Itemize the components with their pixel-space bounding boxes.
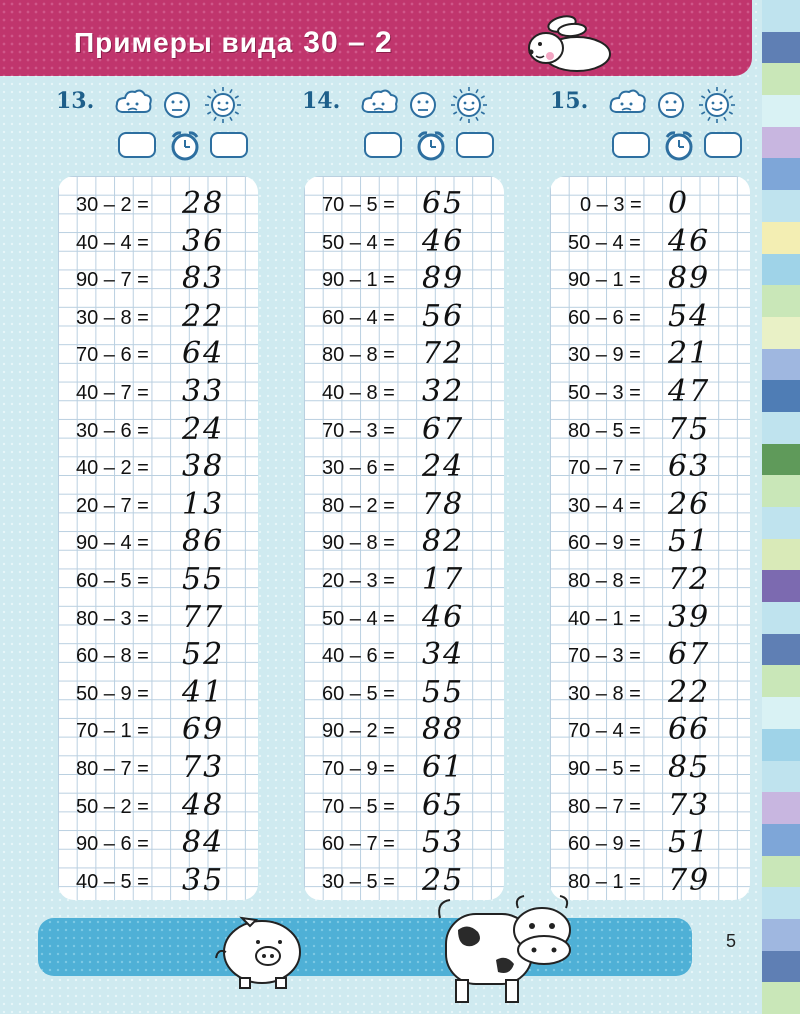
equation-text: 30 – 8 = <box>76 306 149 329</box>
equation-text: 80 – 1 = <box>568 870 641 893</box>
handwritten-answer[interactable]: 39 <box>668 599 711 635</box>
equation-row <box>58 486 258 527</box>
handwritten-answer[interactable]: 82 <box>422 524 465 560</box>
handwritten-answer[interactable]: 85 <box>668 750 711 785</box>
equation-row <box>550 263 750 301</box>
handwritten-answer[interactable]: 63 <box>668 449 711 485</box>
alarm-clock-icon <box>168 129 202 166</box>
stripe-segment <box>762 570 800 602</box>
equation-text: 60 – 9 = <box>568 833 641 856</box>
stripe-segment <box>762 602 800 634</box>
sun-icon <box>204 86 242 129</box>
equation-text: 60 – 5 = <box>76 570 149 592</box>
handwritten-answer[interactable]: 46 <box>422 599 465 635</box>
stripe-segment <box>762 32 800 64</box>
handwritten-answer[interactable]: 65 <box>422 186 465 221</box>
stripe-segment <box>762 380 800 412</box>
equation-text: 50 – 3 = <box>568 382 641 404</box>
equation-row <box>58 376 258 414</box>
equation-row <box>304 599 504 640</box>
handwritten-answer[interactable]: 88 <box>422 712 465 748</box>
equation-text: 40 – 2 = <box>76 457 149 480</box>
handwritten-answer[interactable]: 56 <box>422 298 465 334</box>
handwritten-answer[interactable]: 78 <box>422 486 465 522</box>
equation-row <box>58 639 258 677</box>
equation-row <box>550 411 750 452</box>
handwritten-answer[interactable]: 0 <box>668 186 690 221</box>
equation-text: 30 – 8 = <box>568 682 641 705</box>
equation-text: 90 – 5 = <box>568 758 641 780</box>
equation-row <box>304 526 504 564</box>
handwritten-answer[interactable]: 22 <box>668 674 711 710</box>
handwritten-answer[interactable]: 32 <box>422 374 465 409</box>
equation-row <box>58 787 258 828</box>
equation-text: 40 – 7 = <box>76 382 149 404</box>
equation-text: 90 – 2 = <box>322 720 395 743</box>
equation-row <box>550 752 750 790</box>
equation-text: 0 – 3 = <box>580 194 642 216</box>
stripe-segment <box>762 665 800 697</box>
stripe-segment <box>762 982 800 1014</box>
handwritten-answer[interactable]: 79 <box>668 862 711 898</box>
pig-icon <box>206 912 310 992</box>
handwritten-answer[interactable]: 34 <box>422 637 465 673</box>
handwritten-answer[interactable]: 73 <box>182 750 225 785</box>
exercise-grid-panel <box>58 176 258 900</box>
equation-text: 60 – 5 = <box>322 682 395 705</box>
handwritten-answer[interactable]: 67 <box>668 637 711 673</box>
handwritten-answer[interactable]: 35 <box>182 862 225 898</box>
equation-row <box>550 787 750 828</box>
stripe-segment <box>762 729 800 761</box>
equation-row <box>58 674 258 715</box>
equation-row <box>304 376 504 414</box>
equation-row <box>304 223 504 264</box>
end-time-box[interactable] <box>704 132 742 158</box>
equation-row <box>304 714 504 752</box>
stripe-segment <box>762 412 800 444</box>
stripe-segment <box>762 887 800 919</box>
stripe-segment <box>762 0 800 32</box>
handwritten-answer[interactable]: 24 <box>422 449 465 485</box>
stripe-segment <box>762 254 800 286</box>
equation-text: 40 – 6 = <box>322 645 395 668</box>
alarm-clock-icon <box>414 129 448 166</box>
equation-text: 70 – 1 = <box>76 720 149 743</box>
stripe-segment <box>762 349 800 381</box>
handwritten-answer[interactable]: 66 <box>668 712 711 748</box>
equation-text: 60 – 6 = <box>568 306 641 329</box>
cow-icon <box>436 890 586 1014</box>
equation-text: 50 – 4 = <box>568 231 641 254</box>
handwritten-answer[interactable]: 84 <box>182 825 225 861</box>
stripe-segment <box>762 856 800 888</box>
equation-row <box>304 674 504 715</box>
stripe-segment <box>762 507 800 539</box>
handwritten-answer[interactable]: 77 <box>182 599 225 635</box>
equation-row <box>58 827 258 865</box>
stripe-segment <box>762 951 800 983</box>
equation-text: 90 – 4 = <box>76 532 149 555</box>
handwritten-answer[interactable]: 47 <box>668 374 711 409</box>
equation-text: 20 – 3 = <box>322 570 395 592</box>
equation-row <box>550 298 750 339</box>
neutral-face-icon <box>408 90 438 125</box>
equation-row <box>550 674 750 715</box>
equation-row <box>304 411 504 452</box>
handwritten-answer[interactable]: 89 <box>422 261 465 297</box>
equation-row <box>304 298 504 339</box>
equation-text: 30 – 6 = <box>76 419 149 442</box>
handwritten-answer[interactable]: 24 <box>182 411 225 447</box>
equation-text: 30 – 6 = <box>322 457 395 480</box>
handwritten-answer[interactable]: 61 <box>422 750 465 785</box>
equation-text: 70 – 7 = <box>568 457 641 480</box>
equation-row <box>550 188 750 226</box>
equation-row <box>58 338 258 376</box>
handwritten-answer[interactable]: 46 <box>668 223 711 259</box>
equation-text: 60 – 4 = <box>322 306 395 329</box>
stripe-segment <box>762 824 800 856</box>
handwritten-answer[interactable]: 67 <box>422 411 465 447</box>
stripe-segment <box>762 285 800 317</box>
equation-row <box>58 714 258 752</box>
exercise-number: 14. <box>302 88 341 114</box>
bottom-decor-bar <box>38 918 692 976</box>
sun-icon <box>698 86 736 129</box>
equation-row <box>58 752 258 790</box>
equation-row <box>58 188 258 226</box>
exercise-header <box>550 86 800 166</box>
bunny-icon <box>522 12 618 76</box>
stripe-segment <box>762 475 800 507</box>
stripe-segment <box>762 634 800 666</box>
end-time-box[interactable] <box>456 132 494 158</box>
stripe-segment <box>762 792 800 824</box>
equation-text: 40 – 8 = <box>322 382 395 404</box>
handwritten-answer[interactable]: 54 <box>668 298 711 334</box>
equation-text: 30 – 5 = <box>322 870 395 893</box>
equation-row <box>550 714 750 752</box>
equation-text: 80 – 2 = <box>322 494 395 517</box>
equation-row <box>304 338 504 376</box>
equation-text: 30 – 2 = <box>76 194 149 216</box>
equation-row <box>58 599 258 640</box>
stripe-segment <box>762 190 800 222</box>
stripe-segment <box>762 222 800 254</box>
equation-text: 80 – 7 = <box>76 758 149 780</box>
equation-row <box>58 564 258 602</box>
equation-text: 50 – 4 = <box>322 607 395 630</box>
stripe-segment <box>762 697 800 729</box>
equation-text: 70 – 6 = <box>76 344 149 367</box>
equation-text: 50 – 9 = <box>76 682 149 705</box>
neutral-face-icon <box>162 90 192 125</box>
equation-text: 60 – 8 = <box>76 645 149 668</box>
handwritten-answer[interactable]: 55 <box>422 674 465 710</box>
handwritten-answer[interactable]: 26 <box>668 486 711 522</box>
alarm-clock-icon <box>662 129 696 166</box>
equation-row <box>304 263 504 301</box>
handwritten-answer[interactable]: 22 <box>182 298 225 334</box>
equation-text: 70 – 4 = <box>568 720 641 743</box>
equation-row <box>550 564 750 602</box>
page-title <box>74 26 393 60</box>
equation-text: 80 – 8 = <box>322 344 395 367</box>
exercise-header <box>302 86 552 166</box>
neutral-face-icon <box>656 90 686 125</box>
start-time-box[interactable] <box>612 132 650 158</box>
page-number: 5 <box>726 931 737 951</box>
equation-row <box>58 411 258 452</box>
equation-row <box>550 639 750 677</box>
equation-row <box>304 564 504 602</box>
equation-text: 80 – 8 = <box>568 570 641 592</box>
handwritten-answer[interactable]: 55 <box>182 562 225 597</box>
handwritten-answer[interactable]: 65 <box>422 787 465 823</box>
equation-text: 80 – 7 = <box>568 795 641 818</box>
handwritten-answer[interactable]: 83 <box>182 261 225 297</box>
equation-text: 20 – 7 = <box>76 494 149 517</box>
handwritten-answer[interactable]: 28 <box>182 186 225 221</box>
handwritten-answer[interactable]: 53 <box>422 825 465 861</box>
equation-row <box>550 599 750 640</box>
cloud-icon <box>114 88 152 123</box>
handwritten-answer[interactable]: 46 <box>422 223 465 259</box>
exercise-number: 13. <box>56 88 95 114</box>
stripe-segment <box>762 539 800 571</box>
equation-text: 60 – 9 = <box>568 532 641 555</box>
handwritten-answer[interactable]: 64 <box>182 336 225 372</box>
handwritten-answer[interactable]: 75 <box>668 411 711 447</box>
handwritten-answer[interactable]: 72 <box>422 336 465 372</box>
equation-text: 40 – 5 = <box>76 870 149 893</box>
stripe-segment <box>762 919 800 951</box>
title-expression: 30 – 2 <box>303 26 393 59</box>
equation-row <box>58 862 258 903</box>
equation-row <box>58 451 258 489</box>
equation-text: 90 – 1 = <box>568 269 641 292</box>
stripe-segment <box>762 444 800 476</box>
equation-text: 90 – 7 = <box>76 269 149 292</box>
stripe-segment <box>762 317 800 349</box>
equation-text: 30 – 4 = <box>568 494 641 517</box>
equation-row <box>304 451 504 489</box>
title-text: Примеры вида <box>74 27 294 58</box>
handwritten-answer[interactable]: 72 <box>668 562 711 597</box>
handwritten-answer[interactable]: 13 <box>182 486 225 522</box>
equation-row <box>304 752 504 790</box>
header-banner <box>0 0 752 76</box>
handwritten-answer[interactable]: 41 <box>182 674 225 710</box>
equation-text: 80 – 3 = <box>76 607 149 630</box>
handwritten-answer[interactable]: 33 <box>182 374 225 409</box>
equation-row <box>58 298 258 339</box>
stripe-segment <box>762 761 800 793</box>
equation-text: 90 – 1 = <box>322 269 395 292</box>
equation-text: 50 – 4 = <box>322 231 395 254</box>
handwritten-answer[interactable]: 86 <box>182 524 225 560</box>
handwritten-answer[interactable]: 48 <box>182 787 225 823</box>
exercise-grid-panel <box>550 176 750 900</box>
equation-row <box>550 827 750 865</box>
exercise-header <box>56 86 306 166</box>
handwritten-answer[interactable]: 69 <box>182 712 225 748</box>
equation-row <box>550 223 750 264</box>
equation-text: 90 – 8 = <box>322 532 395 555</box>
equation-text: 40 – 1 = <box>568 607 641 630</box>
cloud-icon <box>608 88 646 123</box>
handwritten-answer[interactable]: 38 <box>182 449 225 485</box>
equation-row <box>58 526 258 564</box>
equation-text: 40 – 4 = <box>76 231 149 254</box>
equation-text: 50 – 2 = <box>76 795 149 818</box>
equation-row <box>304 486 504 527</box>
handwritten-answer[interactable]: 21 <box>668 336 711 372</box>
end-time-box[interactable] <box>210 132 248 158</box>
handwritten-answer[interactable]: 51 <box>668 825 711 861</box>
handwritten-answer[interactable]: 36 <box>182 223 225 259</box>
exercise-grid-panel <box>304 176 504 900</box>
equation-text: 90 – 6 = <box>76 833 149 856</box>
equation-row <box>550 451 750 489</box>
handwritten-answer[interactable]: 51 <box>668 524 711 560</box>
handwritten-answer[interactable]: 73 <box>668 787 711 823</box>
equation-text: 70 – 3 = <box>568 645 641 668</box>
equation-text: 70 – 9 = <box>322 758 395 780</box>
equation-row <box>550 486 750 527</box>
equation-row <box>550 338 750 376</box>
cloud-icon <box>360 88 398 123</box>
equation-row <box>304 827 504 865</box>
handwritten-answer[interactable]: 17 <box>422 562 465 597</box>
exercise-number: 15. <box>550 88 589 114</box>
handwritten-answer[interactable]: 89 <box>668 261 711 297</box>
equation-text: 60 – 7 = <box>322 833 395 856</box>
sun-icon <box>450 86 488 129</box>
start-time-box[interactable] <box>364 132 402 158</box>
equation-row <box>304 188 504 226</box>
equation-row <box>304 639 504 677</box>
equation-text: 70 – 5 = <box>322 194 395 216</box>
equation-row <box>58 223 258 264</box>
equation-row <box>304 787 504 828</box>
equation-row <box>58 263 258 301</box>
equation-text: 70 – 3 = <box>322 419 395 442</box>
equation-text: 80 – 5 = <box>568 419 641 442</box>
equation-row <box>550 376 750 414</box>
equation-text: 30 – 9 = <box>568 344 641 367</box>
start-time-box[interactable] <box>118 132 156 158</box>
equation-row <box>550 526 750 564</box>
handwritten-answer[interactable]: 52 <box>182 637 225 673</box>
equation-text: 70 – 5 = <box>322 795 395 818</box>
handwritten-answer[interactable]: 25 <box>422 862 465 898</box>
